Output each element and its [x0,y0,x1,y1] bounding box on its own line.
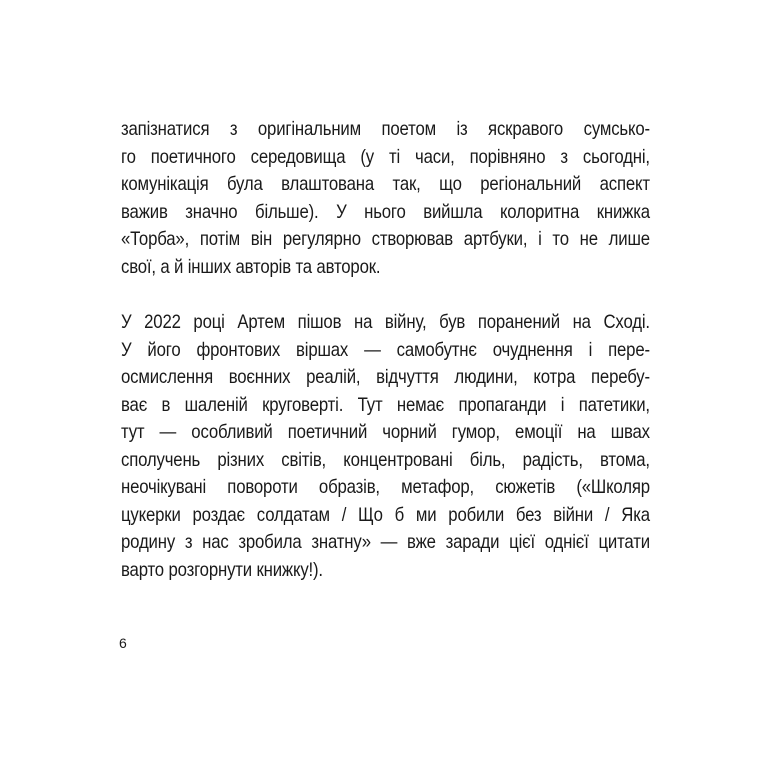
text-line: свої, а й інших авторів та авторок. [121,255,381,278]
text-line: «Торба», потім він регулярно створював артбуки, і то не лише [121,228,650,250]
paragraph-2 [121,309,650,584]
text-line: важив значно більше). У нього вийшла колоритна книжка [121,200,650,223]
paragraph-1 [121,116,650,281]
text-line: ває в шаленій круговерті. Тут немає пропаганди і патетики, [121,393,650,416]
text-line: варто розгорнути книжку!). [121,558,323,581]
text-line: го поетичного середовища (у ті часи, порівняно з сьогодні, [121,145,650,168]
text-line: У 2022 році Артем пішов на війну, був поранений на Сході. [121,311,650,333]
text-line: родину з нас зробила знатну» — вже заради цієї однієї цитати [121,531,650,553]
text-line: цукерки роздає солдатам / Що б ми робили без війни / Яка [121,503,650,526]
text-line: осмислення воєнних реалій, відчуття людини, котра перебу- [121,366,650,388]
text-line: неочікувані повороти образів, метафор, сюжетів («Школяр [121,476,650,498]
text-line: запізнатися з оригінальним поетом із яскравого сумсько- [121,118,650,140]
text-line: сполучень різних світів, концентровані біль, радість, втома, [121,448,650,471]
text-line: тут — особливий поетичний чорний гумор, емоції на швах [121,421,650,443]
page-number: 6 [119,635,127,651]
text-line: комунікація була влаштована так, що регіональний аспект [121,173,650,195]
text-line: У його фронтових віршах — самобутнє очуднення і пере- [121,338,650,361]
